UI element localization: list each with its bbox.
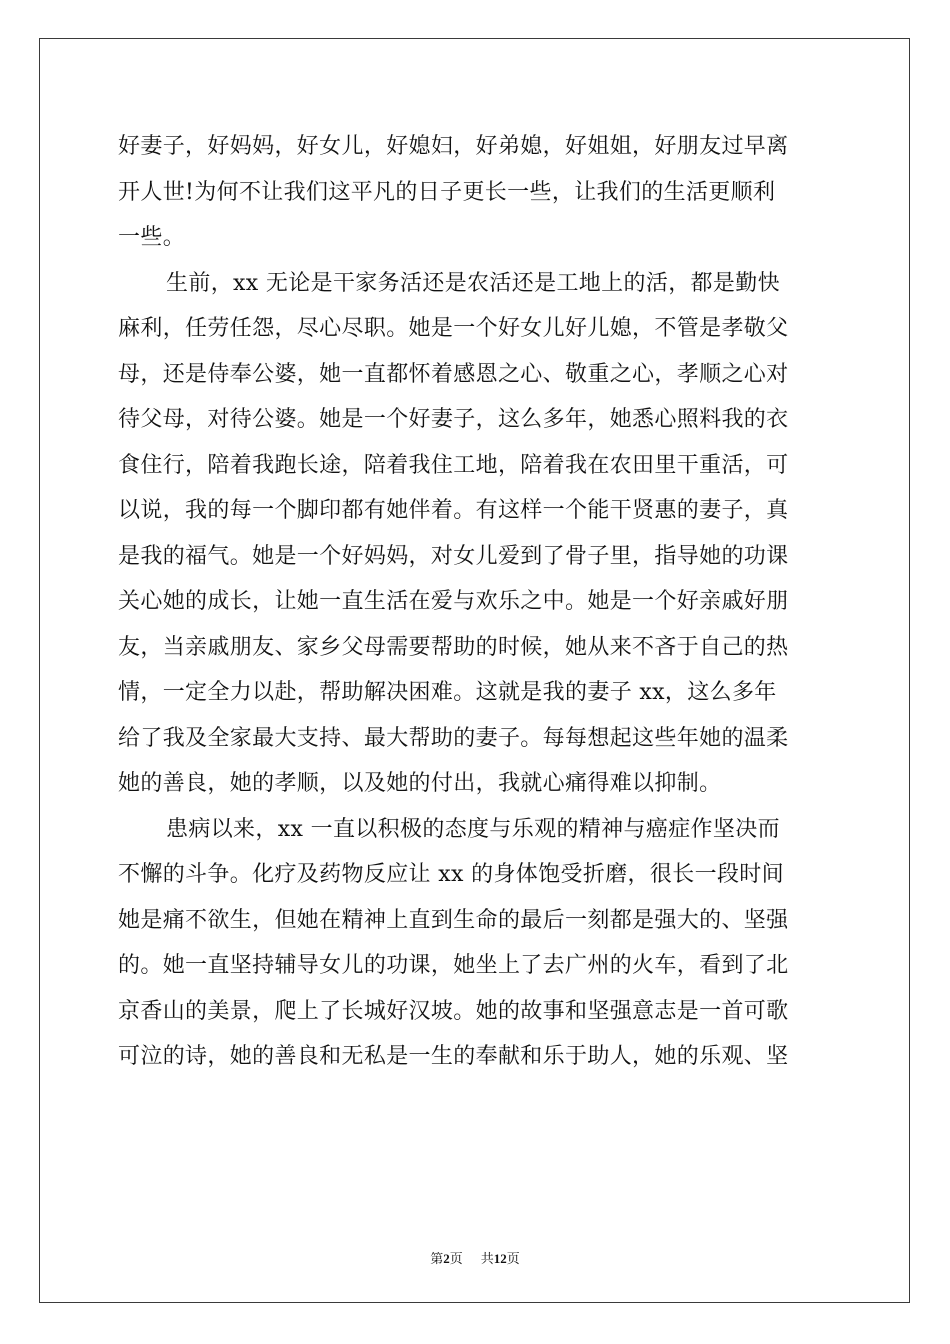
text-line: 她的善良，她的孝顺，以及她的付出，我就心痛得难以抑制。: [118, 771, 722, 796]
page-suffix: 页: [449, 1252, 463, 1267]
text-line: 好妻子，好妈妈，好女儿，好媳妇，好弟媳，好姐姐，好朋友过早离: [118, 134, 789, 159]
text-line: 可泣的诗，她的善良和无私是一生的奉献和乐于助人，她的乐观、坚: [118, 1044, 789, 1069]
text-line: 京香山的美景，爬上了长城好汉坡。她的故事和坚强意志是一首可歌: [118, 998, 789, 1024]
text-line: 她是痛不欲生，但她在精神上直到生命的最后一刻都是强大的、坚强: [118, 907, 789, 933]
text-line: 开人世!为何不让我们这平凡的日子更长一些，让我们的生活更顺利: [118, 179, 776, 205]
page-number: 2: [443, 1251, 450, 1266]
document-body: [118, 124, 836, 1080]
text-line: 以说，我的每一个脚印都有她伴着。有这样一个能干贤惠的妻子，真: [118, 498, 789, 523]
text-line: 一些。: [118, 225, 186, 250]
total-pages: 12: [493, 1251, 507, 1266]
text-line: 不懈的斗争。化疗及药物反应让 xx 的身体饱受折磨，很长一段时间: [118, 862, 785, 887]
total-prefix: 共: [480, 1252, 494, 1267]
text-line: 母，还是侍奉公婆，她一直都怀着感恩之心、敬重之心，孝顺之心对: [118, 361, 789, 387]
paragraph-start-line: 患病以来，xx 一直以积极的态度与乐观的精神与癌症作坚决而: [166, 816, 780, 842]
text-line: 是我的福气。她是一个好妈妈，对女儿爱到了骨子里，指导她的功课: [118, 543, 789, 569]
text-line: 食住行，陪着我跑长途，陪着我住工地，陪着我在农田里干重活，可: [118, 452, 789, 478]
page-footer: [0, 1248, 950, 1267]
paragraph-start-line: 生前，xx 无论是干家务活还是农活还是工地上的活，都是勤快: [166, 270, 780, 296]
text-line: 给了我及全家最大支持、最大帮助的妻子。每每想起这些年她的温柔: [118, 725, 789, 751]
text-line: 麻利，任劳任怨，尽心尽职。她是一个好女儿好儿媳，不管是孝敬父: [118, 316, 789, 341]
text-line: 情，一定全力以赴，帮助解决困难。这就是我的妻子 xx，这么多年: [118, 680, 777, 705]
text-line: 的。她一直坚持辅导女儿的功课，她坐上了去广州的火车，看到了北: [118, 953, 789, 978]
text-line: 待父母，对待公婆。她是一个好妻子，这么多年，她悉心照料我的衣: [118, 407, 789, 432]
text-line: 友，当亲戚朋友、家乡父母需要帮助的时候，她从来不吝于自己的热: [118, 634, 789, 660]
text-line: 关心她的成长，让她一直生活在爱与欢乐之中。她是一个好亲戚好朋: [118, 589, 789, 614]
total-suffix: 页: [506, 1252, 520, 1267]
page-prefix: 第: [430, 1252, 444, 1267]
